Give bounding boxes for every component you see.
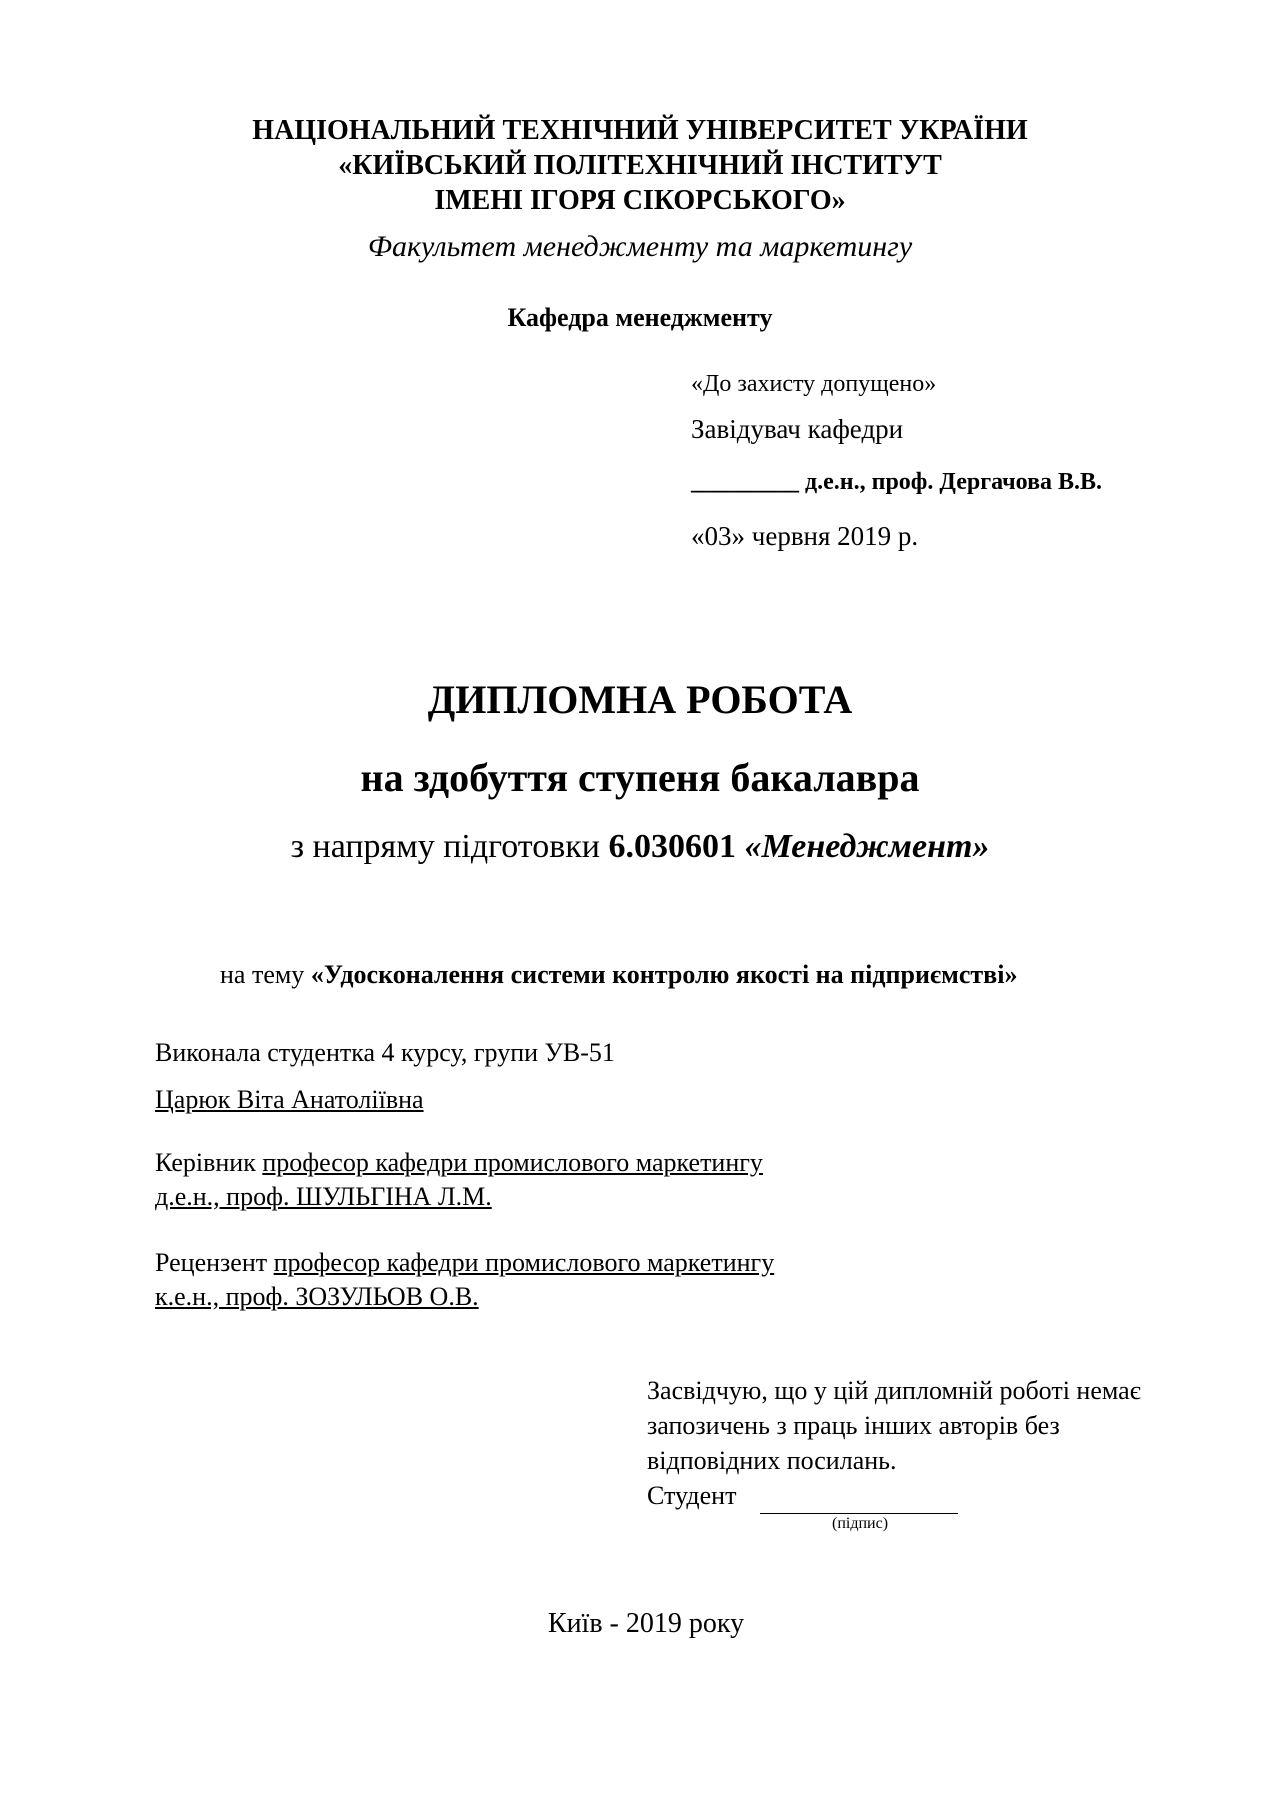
admitted-to-defense: «До захисту допущено»	[691, 371, 937, 397]
student-signature-line	[760, 1488, 958, 1514]
university-name-line3: ІМЕНІ ІГОРЯ СІКОРСЬКОГО»	[434, 185, 846, 216]
supervisor-position: професор кафедри промислового маркетингу	[262, 1148, 763, 1177]
head-of-department-signature	[691, 470, 1102, 494]
head-of-department-name: д.е.н., проф. Дергачова В.В.	[799, 469, 1103, 495]
approval-date: «03» червня 2019 р.	[691, 521, 919, 551]
direction-code: 6.030601	[608, 828, 745, 865]
reviewer-position: професор кафедри промислового маркетингу	[273, 1248, 775, 1277]
direction-prefix: з напряму підготовки	[290, 828, 609, 865]
head-of-department-title: Завідувач кафедри	[691, 414, 904, 444]
declaration-line1: Засвідчую, що у цій дипломній роботі немає	[647, 1376, 1141, 1405]
declaration-line3: відповідних посилань.	[647, 1446, 897, 1475]
supervisor-line	[155, 1150, 763, 1176]
university-name-line1: НАЦІОНАЛЬНИЙ ТЕХНІЧНИЙ УНІВЕРСИТЕТ УКРАЇНИ	[252, 115, 1028, 146]
topic-line	[220, 962, 1017, 988]
direction-name: «Менеджмент»	[744, 828, 990, 865]
faculty-name: Факультет менеджменту та маркетингу	[367, 230, 913, 263]
degree-subtitle: на здобуття ступеня бакалавра	[360, 755, 920, 800]
supervisor-name: д.е.н., проф. ШУЛЬГІНА Л.М.	[155, 1182, 492, 1211]
supervisor-label: Керівник	[155, 1148, 263, 1177]
work-type-title: ДИПЛОМНА РОБОТА	[427, 677, 853, 722]
student-info: Виконала студентка 4 курсу, групи УВ-51	[155, 1038, 615, 1067]
declaration-line2: запозичень з праць інших авторів без	[647, 1411, 1060, 1440]
declaration-student-label: Студент	[647, 1481, 737, 1510]
university-name-line2: «КИЇВСЬКИЙ ПОЛІТЕХНІЧНИЙ ІНСТИТУТ	[338, 150, 942, 181]
topic-text: «Удосконалення системи контролю якості на підприємстві»	[310, 960, 1018, 989]
reviewer-line	[155, 1250, 774, 1276]
direction-line	[0, 830, 1280, 864]
student-name: Царюк Віта Анатоліївна	[155, 1085, 424, 1114]
reviewer-label: Рецензент	[155, 1248, 274, 1277]
reviewer-name: к.е.н., проф. ЗОЗУЛЬОВ О.В.	[155, 1282, 479, 1311]
department-name: Кафедра менеджменту	[507, 303, 773, 332]
city-year: Київ - 2019 року	[547, 1608, 745, 1639]
signature-blank: _________	[691, 469, 799, 495]
topic-prefix: на тему	[220, 960, 311, 989]
signature-caption: (підпис)	[832, 1515, 889, 1532]
